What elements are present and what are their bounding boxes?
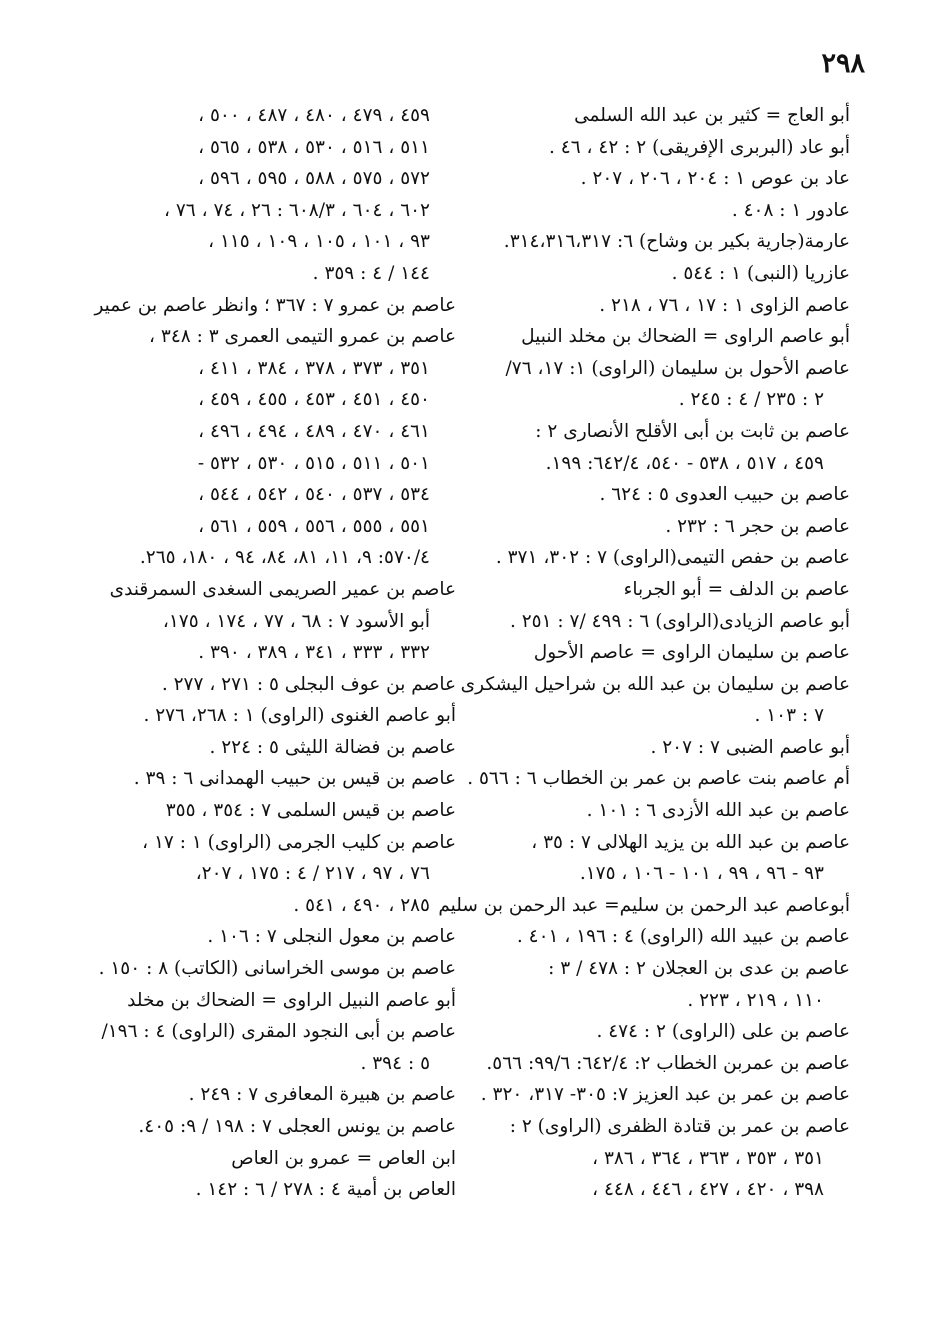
- index-entry: عاد بن عوص ١ : ٢٠٤ ، ٢٠٦ ، ٢٠٧ .: [580, 168, 850, 190]
- index-entry: عاصم بن عبيد الله (الراوى) ٤ : ١٩٦ ، ٤٠١ .: [516, 926, 850, 948]
- index-entry: عاصم بن عمرو ٧ : ٣٦٧ ؛ وانظر عاصم بن عمير: [94, 294, 456, 316]
- index-entry: عاصم بن عمير الصريمى السغدى السمرقندى: [109, 578, 456, 600]
- index-entry-continuation: ٥٧٠/٤: ٩، ١١، ٨١، ٨٤، ٩٤ ، ١٨٠، ٢٦٥.: [139, 547, 430, 569]
- index-entry-continuation: ٦٠٢ ، ٦٠٤ ، ٦٠٨/٣ : ٢٦ ، ٧٤ ، ٧٦ ،: [163, 199, 430, 221]
- index-entry: عاصم بن حفص التيمى(الراوى) ٧ : ٣٠٢، ٣٧١ .: [495, 547, 850, 569]
- index-entry: أبو عاصم الضبى ٧ : ٢٠٧ .: [650, 736, 850, 758]
- index-entry-continuation: ٣٩٨ ، ٤٢٠ ، ٤٢٧ ، ٤٤٦ ، ٤٤٨ ،: [592, 1179, 824, 1201]
- index-entry: أبوعاصم عبد الرحمن بن سليم= عبد الرحمن بن سليم: [438, 894, 850, 916]
- index-entry-continuation: ٩٣ ، ١٠١ ، ١٠٥ ، ١٠٩ ، ١١٥ ،: [208, 231, 430, 253]
- index-entry-continuation: ٤٥٩ ، ٥١٧ ، ٥٣٨ - ٥٤٠، ٦٤٢/٤: ١٩٩.: [545, 452, 824, 474]
- index-entry-continuation: ١١٠ ، ٢١٩ ، ٢٢٣ .: [687, 989, 824, 1011]
- index-entry-continuation: ٥٣٤ ، ٥٣٧ ، ٥٤٠ ، ٥٤٢ ، ٥٤٤ ،: [198, 484, 430, 506]
- index-entry: العاص بن أمية ٤ : ٢٧٨ / ٦ : ١٤٢ .: [195, 1179, 456, 1201]
- page-number: ٢٩٨: [821, 48, 865, 79]
- index-entry: عاصم الزاوى ١ : ١٧ ، ٧٦ ، ٢١٨ .: [599, 294, 850, 316]
- index-entry: أبو عاصم الراوى = الضحاك بن مخلد النبيل: [521, 326, 850, 348]
- index-column-right: [438, 100, 850, 1206]
- index-entry: عاصم بن حبيب العدوى ٥ : ٦٢٤ .: [599, 484, 850, 506]
- index-entry: عاصم بن معول النجلى ٧ : ١٠٦ .: [207, 926, 456, 948]
- index-entry: عاصم بن سليمان بن عبد الله بن شراحيل اليشكرى: [460, 673, 850, 695]
- index-entry: أبو العاج = كثير بن عبد الله السلمى: [574, 105, 850, 126]
- index-entry: عاصم بن فضالة الليثى ٥ : ٢٢٤ .: [209, 736, 456, 758]
- index-entry: ابن العاص = عمرو بن العاص: [231, 1147, 456, 1169]
- index-entry-continuation: ٤٥٩ ، ٤٧٩ ، ٤٨٠ ، ٤٨٧ ، ٥٠٠ ،: [198, 105, 430, 126]
- index-entry: عاصم بن عمرو التيمى العمرى ٣ : ٣٤٨ ،: [149, 326, 456, 348]
- index-entry-continuation: ٢ : ٢٣٥ / ٤ : ٢٤٥ .: [678, 389, 824, 411]
- index-entry-continuation: ٣٥١ ، ٣٧٣ ، ٣٧٨ ، ٣٨٤ ، ٤١١ ،: [198, 357, 430, 379]
- index-entry: عاصم بن يونس العجلى ٧ : ١٩٨ / ٩: ٤٠٥.: [138, 1116, 456, 1137]
- index-entry: عارمة(جارية بكير بن وشاح) ٦: ٣١٤،٣١٦،٣١٧.: [503, 231, 850, 253]
- index-entry-continuation: ٥٧٢ ، ٥٧٥ ، ٥٨٨ ، ٥٩٥ ، ٥٩٦ ،: [198, 168, 430, 190]
- index-entry: عاصم بن ثابت بن أبى الأقلح الأنصارى ٢ :: [535, 420, 850, 442]
- index-entry: عاصم بن على (الراوى) ٢ : ٤٧٤ .: [596, 1021, 850, 1043]
- index-entry: عاصم بن كليب الجرمى (الراوى) ١ : ١٧ ،: [142, 831, 456, 853]
- index-entry-continuation: ١٤٤ / ٤ : ٣٥٩ .: [312, 262, 430, 284]
- index-entry: عاصم الأحول بن سليمان (الراوى) ١: ١٧، ٧٦/: [505, 357, 850, 379]
- index-entry-continuation: أبو الأسود ٧ : ٦٨ ، ٧٧ ، ١٧٤ ، ١٧٥،: [162, 610, 430, 632]
- index-entry-continuation: ٧ : ١٠٣ .: [754, 705, 824, 727]
- index-entry: أم عاصم بنت عاصم بن عمر بن الخطاب ٦ : ٥٦٦ .: [467, 768, 850, 790]
- index-entry-continuation: ٤٥٠ ، ٤٥١ ، ٤٥٣ ، ٤٥٥ ، ٤٥٩ ،: [198, 389, 430, 411]
- index-entry-continuation: ٣٣٢ ، ٣٣٣ ، ٣٤١ ، ٣٨٩ ، ٣٩٠ .: [198, 642, 430, 664]
- index-entry: عاصم بن سليمان الراوى = عاصم الأحول: [533, 642, 850, 664]
- index-entry-continuation: ٥٥١ ، ٥٥٥ ، ٥٥٦ ، ٥٥٩ ، ٥٦١ ،: [198, 515, 430, 537]
- index-entry-continuation: ٣٥١ ، ٣٥٣ ، ٣٦٣ ، ٣٦٤ ، ٣٨٦ ،: [592, 1147, 824, 1169]
- index-entry: عاصم بن عمر بن عبد العزيز ٧: ٣٠٥- ٣١٧، ٣٢٠ .: [480, 1084, 850, 1106]
- index-entry: عاصم بن عوف البجلى ٥ : ٢٧١ ، ٢٧٧ .: [161, 673, 456, 695]
- index-entry: أبو عاصم النبيل الراوى = الضحاك بن مخلد: [127, 989, 456, 1011]
- index-entry: عاصم بن حجر ٦ : ٢٣٢ .: [665, 515, 850, 537]
- index-entry-continuation: ٤٦١ ، ٤٧٠ ، ٤٨٩ ، ٤٩٤ ، ٤٩٦ ،: [198, 420, 430, 442]
- index-entry: عاصم بن موسى الخراسانى (الكاتب) ٨ : ١٥٠ .: [98, 958, 456, 980]
- index-entry: أبو عاد (البربرى الإفريقى) ٢ : ٤٢ ، ٤٦ .: [549, 136, 850, 158]
- index-entry: عاصم بن عمر بن قتادة الظفرى (الراوى) ٢ :: [509, 1116, 850, 1137]
- index-entry: عاصم بن قيس السلمى ٧ : ٣٥٤ ، ٣٥٥: [165, 800, 456, 822]
- index-entry: أبو عاصم الغنوى (الراوى) ١ : ٢٦٨، ٢٧٦ .: [143, 705, 456, 727]
- index-entry-continuation: ٥ : ٣٩٤ .: [360, 1052, 430, 1074]
- index-entry: عاصم بن عدى بن العجلان ٢ : ٤٧٨ / ٣ :: [548, 958, 850, 980]
- index-entry-continuation: ٧٦ ، ٩٧ ، ٢١٧ / ٤ : ١٧٥ ، ٢٠٧،: [195, 863, 430, 885]
- index-entry-continuation: ٥٠١ ، ٥١١ ، ٥١٥ ، ٥٣٠ ، ٥٣٢ -: [197, 452, 430, 474]
- index-entry: عاصم بن قيس بن حبيب الهمدانى ٦ : ٣٩ .: [133, 768, 456, 790]
- index-entry-continuation: ٩٣ - ٩٦ ، ٩٩ ، ١٠١ - ١٠٦ ، ١٧٥.: [579, 863, 824, 885]
- index-entry: أبو عاصم الزيادى(الراوى) ٦ : ٤٩٩ /٧ : ٢٥١ .: [509, 610, 850, 632]
- index-entry: عاصم بن الدلف = أبو الجرباء: [623, 578, 850, 600]
- index-entry: عاصم بن عبد الله بن يزيد الهلالى ٧ : ٣٥ ،: [531, 831, 850, 853]
- index-entry: عازريا (النبى) ١ : ٥٤٤ .: [671, 262, 850, 284]
- index-entry: عاصم بن عمربن الخطاب ٢: ٦٤٢/٤: ٩٩/٦: ٥٦٦.: [486, 1052, 850, 1074]
- index-entry: عاصم بن أبى النجود المقرى (الراوى) ٤ : ١٩٦/: [101, 1021, 456, 1043]
- index-entry: عادور ١ : ٤٠٨ .: [731, 199, 850, 221]
- index-entry-continuation: ٢٨٥ ، ٤٩٠ ، ٥٤١ .: [293, 894, 430, 916]
- index-column-left: [84, 100, 456, 1206]
- index-entry: عاصم بن هبيرة المعافرى ٧ : ٢٤٩ .: [188, 1084, 456, 1106]
- index-entry-continuation: ٥١١ ، ٥١٦ ، ٥٣٠ ، ٥٣٨ ، ٥٦٥ ،: [198, 136, 430, 158]
- index-entry: عاصم بن عبد الله الأزدى ٦ : ١٠١ .: [586, 800, 850, 822]
